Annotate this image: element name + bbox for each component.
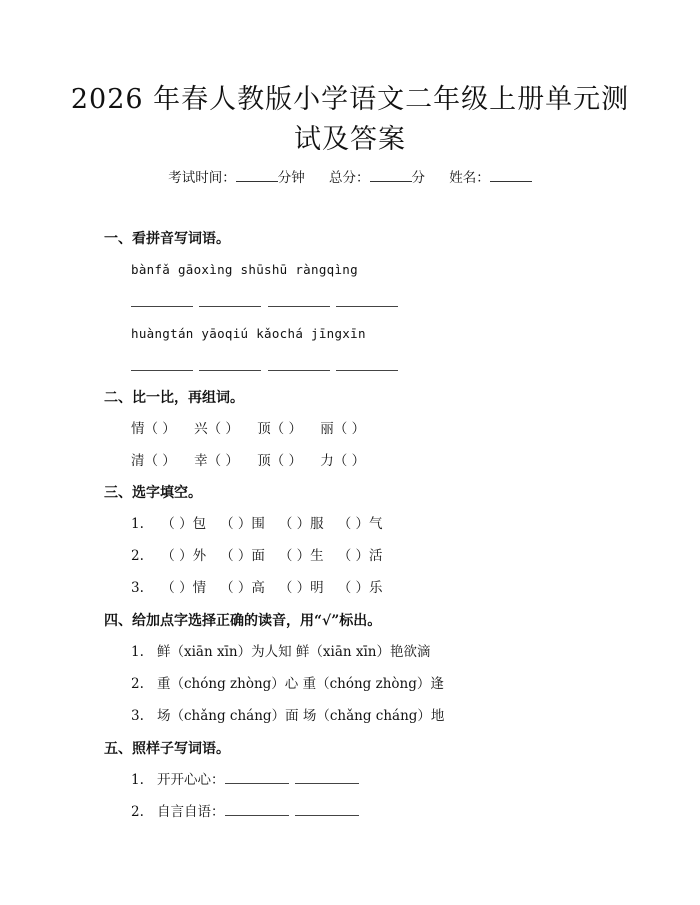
item-number: 3. xyxy=(131,708,144,724)
pattern-text: 开开心心： xyxy=(157,772,225,788)
fill-cell: （ ）服 xyxy=(278,516,324,532)
answer-line xyxy=(268,306,330,307)
total-score-unit: 分 xyxy=(411,170,425,186)
exam-time-label: 考试时间： xyxy=(168,170,236,186)
fill-cell: （ ）围 xyxy=(220,516,265,532)
total-score-label: 总分： xyxy=(329,170,370,186)
compare-item: 兴（ ） xyxy=(194,421,239,437)
answer-line xyxy=(131,370,193,371)
total-score-blank xyxy=(370,168,412,182)
compare-item: 顶（ ） xyxy=(257,453,302,469)
answer-line xyxy=(225,802,289,816)
answer-line xyxy=(268,370,330,371)
fill-cell: （ ）明 xyxy=(278,580,324,596)
answer-line xyxy=(131,306,193,307)
exam-time-blank xyxy=(236,168,278,182)
student-name-label: 姓名： xyxy=(449,170,490,186)
compare-item: 力（ ） xyxy=(320,453,366,469)
answer-line xyxy=(199,370,261,371)
fill-cell: （ ）情 xyxy=(161,580,207,596)
compare-row-1 xyxy=(131,419,379,439)
section-1-heading: 一、看拼音写词语。 xyxy=(104,231,230,247)
answer-line xyxy=(199,306,261,307)
fill-cell: （ ）外 xyxy=(161,548,207,564)
section-5-heading: 五、照样子写词语。 xyxy=(104,741,230,757)
exam-time xyxy=(168,168,305,188)
fill-item-2 xyxy=(131,546,396,566)
item-number: 1. xyxy=(131,516,144,532)
pronunciation-item-1 xyxy=(131,642,430,662)
item-number: 2. xyxy=(131,676,144,692)
fill-cell: （ ）活 xyxy=(337,548,383,564)
section-3-heading: 三、选字填空。 xyxy=(104,485,202,501)
item-number: 2. xyxy=(131,804,144,820)
exam-meta xyxy=(0,168,700,188)
fill-cell: （ ）高 xyxy=(220,580,265,596)
answer-line xyxy=(336,306,398,307)
fill-item-1 xyxy=(131,514,396,534)
fill-item-3 xyxy=(131,578,396,598)
student-name-blank xyxy=(490,168,532,182)
item-number: 2. xyxy=(131,548,144,564)
answer-line xyxy=(295,770,359,784)
pattern-item-2 xyxy=(131,802,365,822)
pattern-item-1 xyxy=(131,770,365,790)
fill-cell: （ ）乐 xyxy=(337,580,383,596)
pinyin-row-1: bànfǎ gāoxìng shūshū ràngqìng xyxy=(131,262,358,277)
section-4-heading: 四、给加点字选择正确的读音，用“√”标出。 xyxy=(104,613,382,629)
item-number: 3. xyxy=(131,580,144,596)
fill-cell: （ ）包 xyxy=(161,516,207,532)
compare-row-2 xyxy=(131,451,379,471)
compare-item: 幸（ ） xyxy=(194,453,239,469)
pronunciation-text: 场（chǎng cháng）面 场（chǎng cháng）地 xyxy=(157,708,445,724)
fill-cell: （ ）气 xyxy=(337,516,383,532)
pronunciation-text: 鲜（xiān xīn）为人知 鲜（xiān xīn）艳欲滴 xyxy=(157,644,431,660)
item-number: 1. xyxy=(131,772,144,788)
item-number: 1. xyxy=(131,644,144,660)
pinyin-row-2: huàngtán yāoqiú kǎochá jīngxīn xyxy=(131,326,366,341)
pronunciation-text: 重（chóng zhòng）心 重（chóng zhòng）逢 xyxy=(157,676,444,692)
compare-item: 情（ ） xyxy=(131,421,176,437)
pattern-text: 自言自语： xyxy=(157,804,225,820)
fill-cell: （ ）生 xyxy=(278,548,324,564)
section-2-heading: 二、比一比，再组词。 xyxy=(104,390,244,406)
pronunciation-item-2 xyxy=(131,674,444,694)
page-title-line2: 试及答案 xyxy=(294,124,406,155)
compare-item: 丽（ ） xyxy=(320,421,366,437)
answer-line xyxy=(295,802,359,816)
student-name xyxy=(449,168,532,188)
compare-item: 顶（ ） xyxy=(257,421,302,437)
total-score xyxy=(329,168,425,188)
compare-item: 清（ ） xyxy=(131,453,176,469)
page-title-line1: 2026 年春人教版小学语文二年级上册单元测 xyxy=(70,84,630,115)
answer-line xyxy=(336,370,398,371)
fill-cell: （ ）面 xyxy=(220,548,265,564)
answer-line xyxy=(225,770,289,784)
pronunciation-item-3 xyxy=(131,706,444,726)
exam-time-unit: 分钟 xyxy=(277,170,305,186)
